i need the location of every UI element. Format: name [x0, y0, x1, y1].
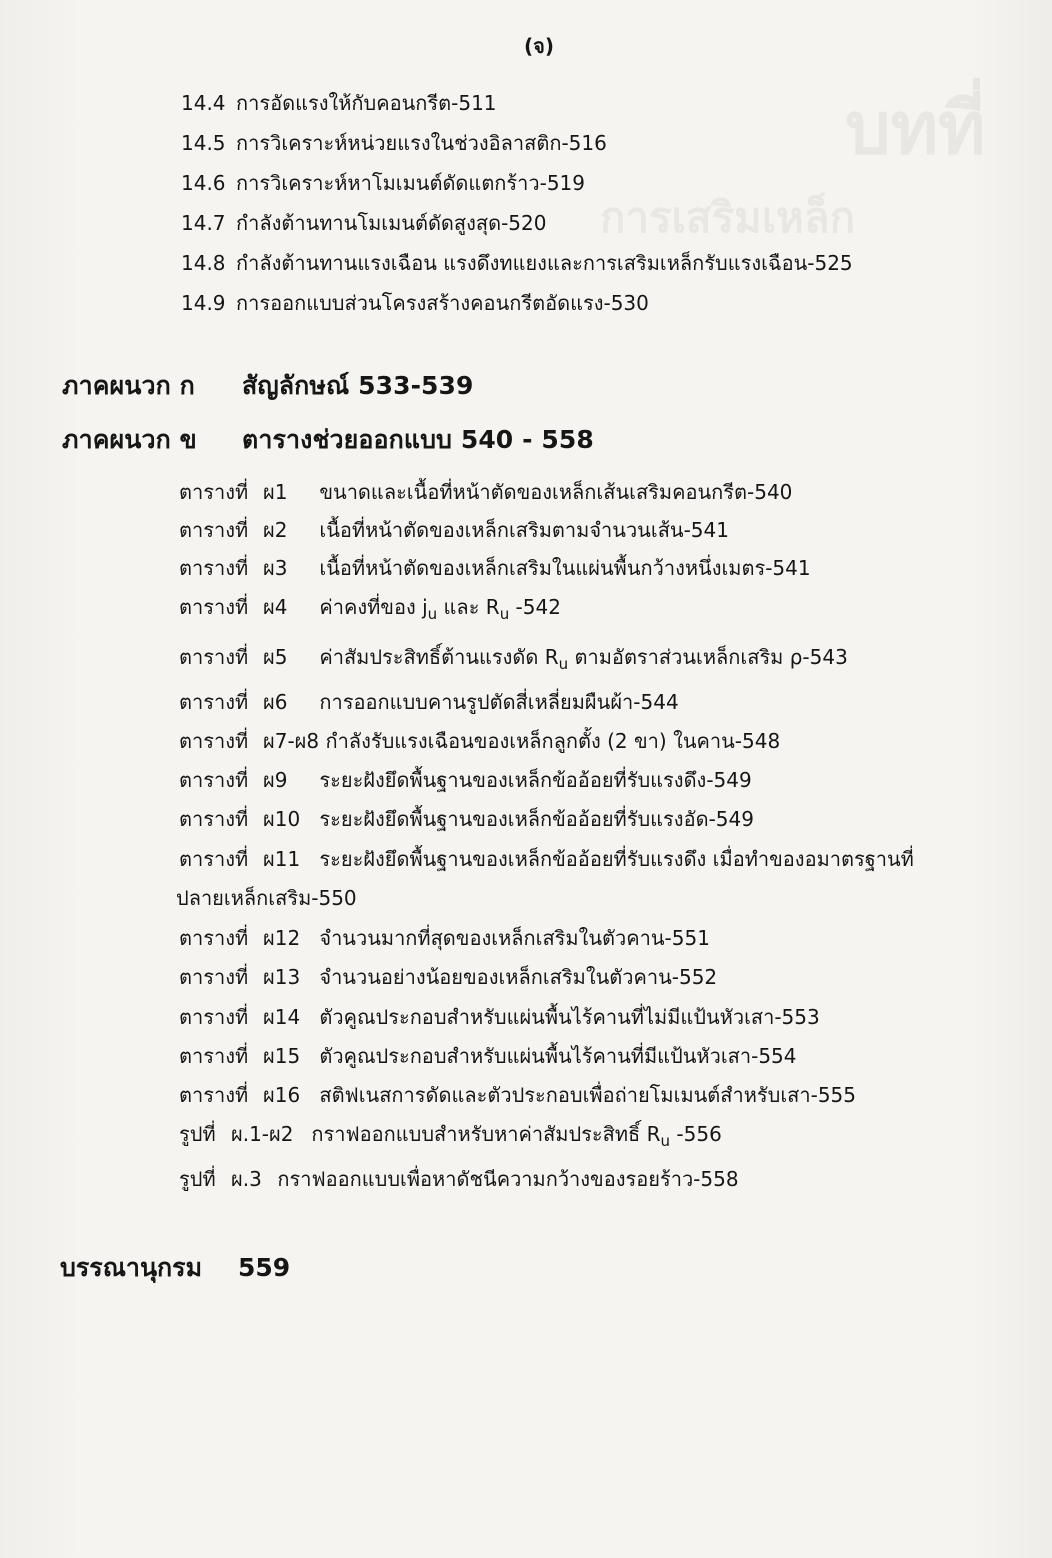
table-entry [179, 847, 914, 871]
chapter-item [181, 91, 497, 115]
entry-title: ตัวคูณประกอบสำหรับแผ่นพื้นไร้คานที่มีแป้นหัวเสา-554 [319, 1044, 797, 1068]
entry-id: ผ5 [263, 645, 288, 669]
entry-title-part: ค่าคงที่ของ j [319, 595, 428, 619]
item-title: กำลังต้านทานแรงเฉือน แรงดึงทแยงและการเสริมเหล็กรับแรงเฉือน-525 [236, 251, 853, 275]
table-entry [179, 556, 811, 580]
entry-title [319, 645, 848, 673]
bibliography-label: บรรณานุกรม [60, 1253, 203, 1282]
entry-kind: ตารางที่ [179, 480, 249, 504]
chapter-item [181, 251, 853, 275]
entry-kind: ตารางที่ [179, 847, 249, 871]
bibliography-heading [60, 1253, 290, 1283]
appendix-a-label: ภาคผนวก ก [62, 371, 195, 400]
entry-title: กำลังรับแรงเฉือนของเหล็กลูกตั้ง (2 ขา) ในคาน-548 [325, 729, 781, 753]
entry-kind: ตารางที่ [179, 1005, 249, 1029]
appendix-b-label: ภาคผนวก ข [62, 425, 197, 454]
entry-id: ผ11 [263, 847, 301, 871]
entry-kind: รูปที่ [179, 1122, 216, 1146]
table-entry [179, 690, 679, 714]
appendix-b-title: ตารางช่วยออกแบบ 540 - 558 [242, 425, 594, 454]
entry-title: ระยะฝังยึดพื้นฐานของเหล็กข้ออ้อยที่รับแรงดึง-549 [319, 768, 752, 792]
entry-title-part: และ R [437, 595, 500, 619]
item-title: การอัดแรงให้กับคอนกรีต-511 [236, 91, 497, 115]
table-entry [179, 518, 729, 542]
table-entry-continuation: ปลายเหล็กเสริม-550 [176, 886, 357, 910]
entry-id: ผ15 [263, 1044, 301, 1068]
entry-title: จำนวนอย่างน้อยของเหล็กเสริมในตัวคาน-552 [319, 965, 718, 989]
entry-kind: ตารางที่ [179, 595, 249, 619]
chapter-item [181, 131, 607, 155]
item-number: 14.7 [181, 211, 226, 235]
entry-id: ผ7-ผ8 [263, 729, 320, 753]
table-entry [179, 965, 717, 989]
entry-kind: ตารางที่ [179, 926, 249, 950]
subscript: u [499, 605, 510, 623]
chapter-item [181, 211, 546, 235]
table-entry [179, 1083, 856, 1107]
entry-title: กราฟออกแบบเพื่อหาดัชนีความกว้างของรอยร้าว-558 [277, 1167, 739, 1191]
table-entry [179, 729, 780, 753]
entry-id: ผ.3 [231, 1167, 262, 1191]
entry-title: เนื้อที่หน้าตัดของเหล็กเสริมในแผ่นพื้นกว้างหนึ่งเมตร-541 [319, 556, 811, 580]
chapter-item [181, 171, 585, 195]
table-entry [179, 480, 792, 504]
entry-kind: ตารางที่ [179, 729, 249, 753]
table-entry [179, 1005, 820, 1029]
item-title: การวิเคราะห์หาโมเมนต์ดัดแตกร้าว-519 [236, 171, 586, 195]
appendix-b-heading [62, 425, 594, 455]
appendix-a-heading [62, 371, 474, 401]
entry-title-part: -556 [670, 1122, 722, 1146]
item-number: 14.9 [181, 291, 226, 315]
bleed-through-heading: บทที่ [845, 85, 986, 170]
entry-kind: ตารางที่ [179, 1083, 249, 1107]
subscript: u [427, 605, 438, 623]
entry-title [311, 1122, 722, 1150]
entry-title-part: -542 [509, 595, 561, 619]
item-number: 14.6 [181, 171, 226, 195]
table-entry [179, 926, 710, 950]
bleed-through-title: การเสริมเหล็ก [600, 193, 856, 242]
item-number: 14.4 [181, 91, 226, 115]
table-entry [179, 595, 561, 623]
entry-id: ผ6 [263, 690, 288, 714]
entry-title: การออกแบบคานรูปตัดสี่เหลี่ยมผืนผ้า-544 [319, 690, 679, 714]
entry-title-part: ตามอัตราส่วนเหล็กเสริม ρ-543 [568, 645, 848, 669]
entry-id: ผ14 [263, 1005, 301, 1029]
entry-id: ผ9 [263, 768, 288, 792]
entry-title-part: ค่าสัมประสิทธิ์ต้านแรงดัด R [319, 645, 559, 669]
entry-title: ขนาดและเนื้อที่หน้าตัดของเหล็กเส้นเสริมคอนกรีต-540 [319, 480, 793, 504]
entry-id: ผ13 [263, 965, 301, 989]
figure-entry [179, 1167, 739, 1191]
entry-title: ระยะฝังยึดพื้นฐานของเหล็กข้ออ้อยที่รับแรงอัด-549 [319, 807, 754, 831]
entry-id: ผ16 [263, 1083, 301, 1107]
appendix-a-title: สัญลักษณ์ 533-539 [242, 371, 474, 400]
entry-title: เนื้อที่หน้าตัดของเหล็กเสริมตามจำนวนเส้น-541 [319, 518, 729, 542]
entry-id: ผ2 [263, 518, 288, 542]
page-number: (จ) [524, 34, 554, 58]
entry-kind: ตารางที่ [179, 556, 249, 580]
table-entry [179, 807, 754, 831]
item-title: การออกแบบส่วนโครงสร้างคอนกรีตอัดแรง-530 [236, 291, 649, 315]
entry-title: ระยะฝังยึดพื้นฐานของเหล็กข้ออ้อยที่รับแรงดึง เมื่อทำของอมาตรฐานที่ [319, 847, 914, 871]
table-entry [179, 1044, 797, 1068]
bibliography-page: 559 [238, 1253, 291, 1282]
entry-kind: ตารางที่ [179, 768, 249, 792]
chapter-item [181, 291, 649, 315]
entry-kind: ตารางที่ [179, 965, 249, 989]
entry-id: ผ12 [263, 926, 301, 950]
entry-kind: ตารางที่ [179, 1044, 249, 1068]
entry-title-part: กราฟออกแบบสำหรับหาค่าสัมประสิทธิ์ R [311, 1122, 661, 1146]
entry-kind: ตารางที่ [179, 645, 249, 669]
subscript: u [558, 655, 569, 673]
item-number: 14.5 [181, 131, 226, 155]
entry-kind: รูปที่ [179, 1167, 216, 1191]
entry-id: ผ1 [263, 480, 288, 504]
entry-title: จำนวนมากที่สุดของเหล็กเสริมในตัวคาน-551 [319, 926, 710, 950]
item-number: 14.8 [181, 251, 226, 275]
entry-title [319, 595, 561, 623]
item-title: การวิเคราะห์หน่วยแรงในช่วงอิลาสติก-516 [236, 131, 607, 155]
subscript: u [660, 1132, 671, 1150]
entry-title: ตัวคูณประกอบสำหรับแผ่นพื้นไร้คานที่ไม่มีแป้นหัวเสา-553 [319, 1005, 820, 1029]
entry-kind: ตารางที่ [179, 807, 249, 831]
table-entry [179, 768, 752, 792]
entry-id: ผ10 [263, 807, 301, 831]
entry-id: ผ3 [263, 556, 288, 580]
figure-entry [179, 1122, 722, 1150]
entry-kind: ตารางที่ [179, 518, 249, 542]
item-title: กำลังต้านทานโมเมนต์ดัดสูงสุด-520 [236, 211, 547, 235]
entry-kind: ตารางที่ [179, 690, 249, 714]
entry-title: สติฟเนสการดัดและตัวประกอบเพื่อถ่ายโมเมนต์สำหรับเสา-555 [319, 1083, 857, 1107]
entry-id: ผ.1-ผ2 [231, 1122, 294, 1146]
table-entry [179, 645, 848, 673]
entry-id: ผ4 [263, 595, 288, 619]
